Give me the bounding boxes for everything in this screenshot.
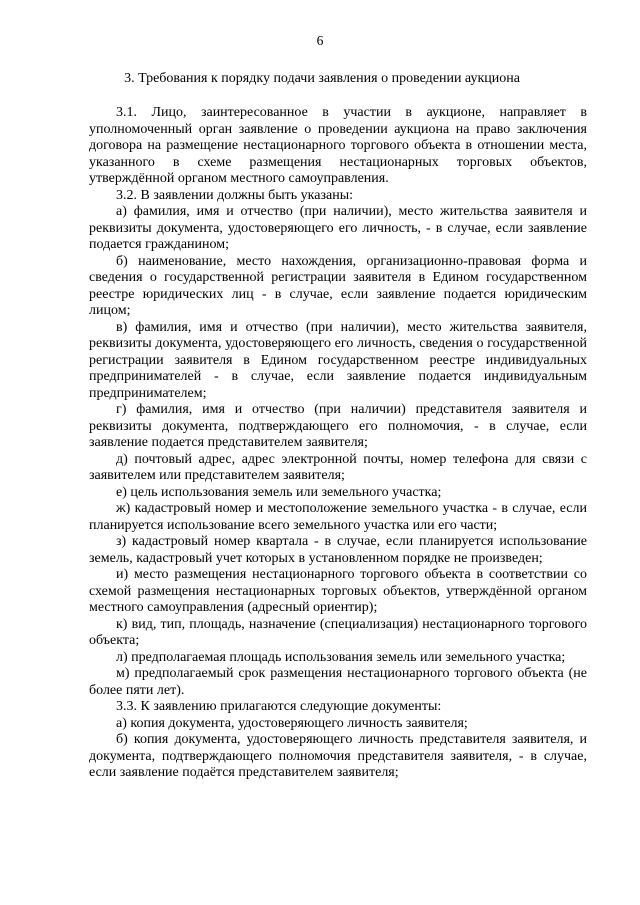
paragraph-3-1: 3.1. Лицо, заинтересованное в участии в аукционе, направляет в уполномоченный орган заявление о проведении аукциона на право заключения договора на размещение нестационарного торгового объекта в отношении места, указанного в схеме размещения нестационарных торговых объектов, утверждённой органом местного самоуправления. — [89, 105, 587, 186]
list-item-l: л) предполагаемая площадь использования земель или земельного участка; — [116, 649, 566, 665]
paragraph-3-2: 3.2. В заявлении должны быть указаны: — [116, 187, 353, 203]
list-item-m: м) предполагаемый срок размещения нестационарного торгового объекта (не более пяти лет). — [89, 666, 587, 698]
list-item-a: а) фамилия, имя и отчество (при наличии), место жительства заявителя и реквизиты документа, удостоверяющего его личность, - в случае, если заявление подается гражданином; — [89, 204, 587, 252]
list-item-k: к) вид, тип, площадь, назначение (специализация) нестационарного торгового объекта; — [89, 616, 587, 648]
list-item-v: в) фамилия, имя и отчество (при наличии), место жительства заявителя, реквизиты документа, удостоверяющего его личность, сведения о государственной регистрации заявителя в Едином государственном реестре индивидуальных предпринимателей - в случае, если заявление подается индивидуальным предпринимателем; — [89, 319, 587, 401]
document-body — [89, 105, 587, 782]
list-item-g: г) фамилия, имя и отчество (при наличии) представителя заявителя и реквизиты документа, подтверждающего его полномочия, - в случае, если заявление подается представителем заявителя; — [89, 402, 587, 450]
list-item-e: е) цель использования земель или земельного участка; — [116, 484, 442, 500]
page-number: 6 — [316, 33, 324, 48]
list-item-zh: ж) кадастровый номер и местоположение земельного участка - в случае, если планируется использование всего земельного участка или его части; — [89, 501, 587, 533]
doc-item-a: а) копия документа, удостоверяющего личность заявителя; — [116, 715, 468, 731]
list-item-d: д) почтовый адрес, адрес электронной почты, номер телефона для связи с заявителем или представителем заявителя; — [89, 451, 587, 483]
paragraph-3-3: 3.3. К заявлению прилагаются следующие документы: — [116, 699, 442, 714]
list-item-z: з) кадастровый номер квартала - в случае, если планируется использование земель, кадастровый учет которых в установленном порядке не произведен; — [89, 534, 587, 566]
section-title: 3. Требования к порядку подачи заявления о проведении аукциона — [124, 71, 520, 86]
list-item-i: и) место размещения нестационарного торгового объекта в соответствии со схемой размещения нестационарных торговых объектов, утверждённой органом местного самоуправления (адресный ориентир); — [89, 567, 587, 615]
list-item-b: б) наименование, место нахождения, организационно-правовая форма и сведения о государственной регистрации заявителя в Едином государственном реестре юридических лиц - в случае, если заявление подается юридическим лицом; — [89, 253, 587, 318]
doc-item-b: б) копия документа, удостоверяющего личность представителя заявителя, и документа, подтверждающего полномочия представителя заявителя, - в случае, если заявление подаётся представителем заявителя; — [89, 732, 587, 780]
